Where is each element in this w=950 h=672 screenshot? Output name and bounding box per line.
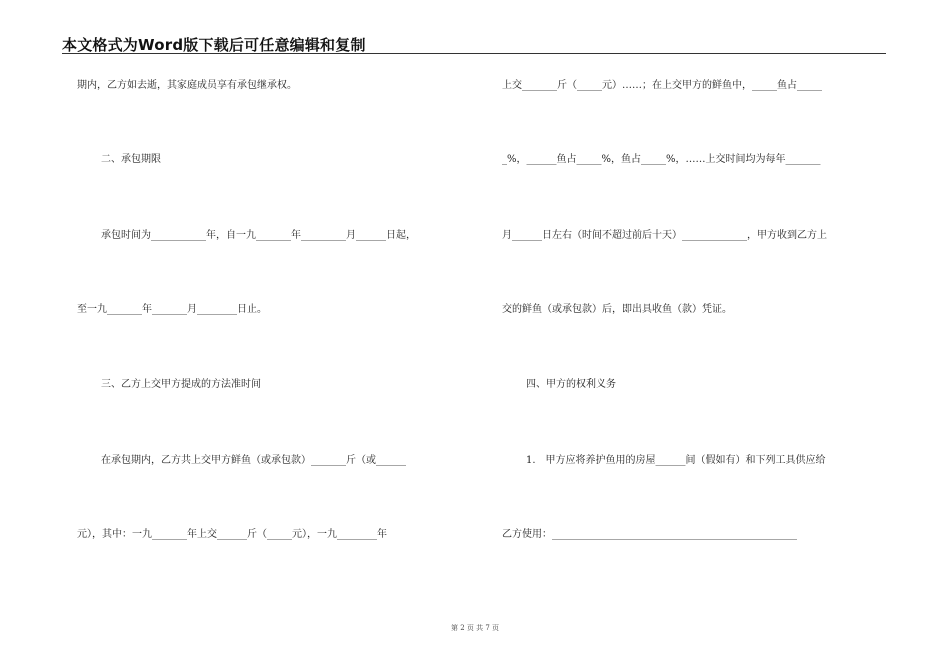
right-line-3: 月______日左右（时间不超过前后十天）_____________，甲方收到乙方上 xyxy=(502,230,827,241)
right-line-2: _%，______鱼占_____%，鱼占_____%，……上交时间均为每年_______ xyxy=(502,154,821,165)
section-heading-party-a-rights: 四、甲方的权利义务 xyxy=(526,379,616,390)
right-line-1: 上交_______斤（_____元）……；在上交甲方的鲜鱼中，_____鱼占_____ xyxy=(502,80,822,91)
left-line-4: 至一九_______年_______月________日止。 xyxy=(77,304,267,315)
section-heading-contract-period: 二、承包期限 xyxy=(101,154,161,165)
page-footer: 第 2 页 共 7 页 xyxy=(450,624,500,632)
left-line-1: 期内，乙方如去逝，其家庭成员享有承包继承权。 xyxy=(77,80,297,91)
left-line-7: 元），其中：一九_______年上交______斤（_____元），一九________年 xyxy=(77,529,387,540)
right-line-6: 1. 甲方应将养护鱼用的房屋______间（假如有）和下列工具供应给 xyxy=(526,455,826,466)
right-line-7: 乙方使用：_________________________________________________ xyxy=(502,529,797,540)
right-line-4: 交的鲜鱼（或承包款）后，即出具收鱼（款）凭证。 xyxy=(502,304,732,315)
section-heading-payment-method: 三、乙方上交甲方提成的方法准时间 xyxy=(101,379,261,390)
document-header-title: 本文格式为Word版下载后可任意编辑和复制 xyxy=(62,36,366,54)
header-divider xyxy=(62,53,886,54)
left-line-3: 承包时间为___________年，自一九_______年_________月______日起， xyxy=(101,230,416,241)
left-line-6: 在承包期内，乙方共上交甲方鲜鱼（或承包款）_______斤（或______ xyxy=(101,455,406,466)
